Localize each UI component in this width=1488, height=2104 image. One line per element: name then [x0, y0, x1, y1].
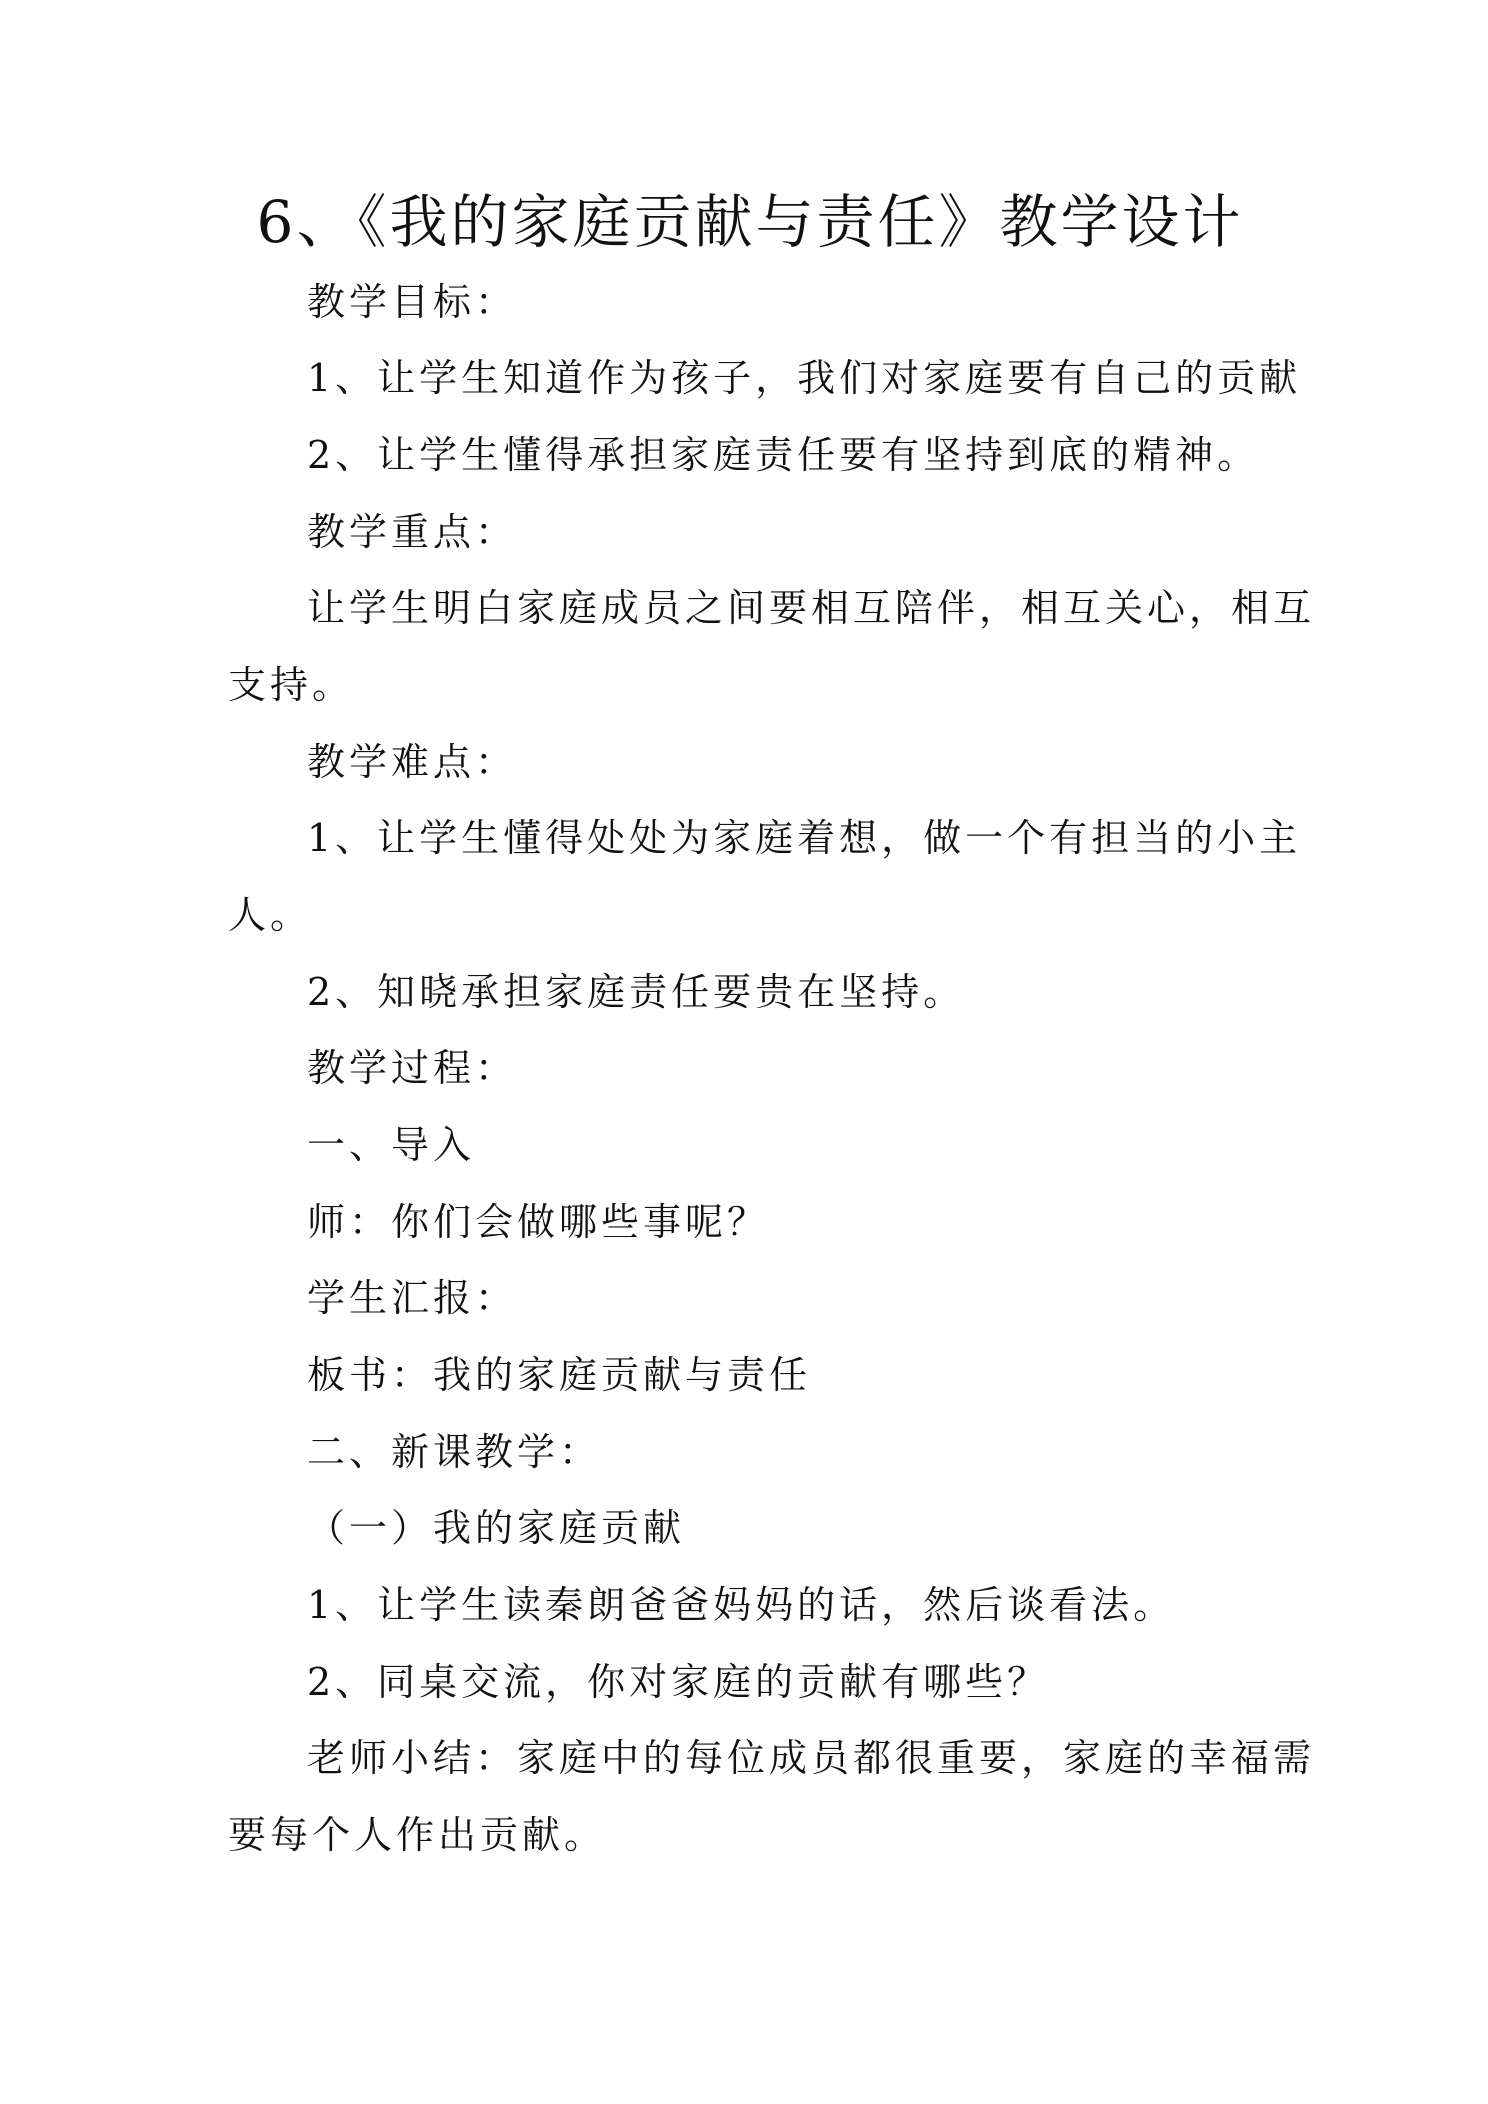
section-heading-process: 教学过程： [307, 1046, 518, 1090]
difficulty-item-1-continued: 人。 [228, 893, 313, 937]
objective-item-2: 2、让学生懂得承担家庭责任要有坚持到底的精神。 [307, 433, 1260, 477]
student-report: 学生汇报： [307, 1276, 518, 1320]
section-heading-objectives: 教学目标： [307, 280, 518, 324]
process-step-introduction: 一、导入 [307, 1123, 476, 1167]
activity-item-1: 1、让学生读秦朗爸爸妈妈的话，然后谈看法。 [307, 1583, 1176, 1627]
difficulty-item-1: 1、让学生懂得处处为家庭着想，做一个有担当的小主 [307, 816, 1302, 860]
document-title: 6、《我的家庭贡献与责任》教学设计 [256, 188, 1244, 256]
subsection-family-contribution: （一）我的家庭贡献 [307, 1506, 686, 1550]
objective-item-1: 1、让学生知道作为孩子，我们对家庭要有自己的贡献 [307, 356, 1302, 400]
key-point-text: 让学生明白家庭成员之间要相互陪伴，相互关心，相互 [307, 586, 1316, 630]
key-point-text-continued: 支持。 [228, 663, 355, 707]
teacher-summary: 老师小结：家庭中的每位成员都很重要，家庭的幸福需 [307, 1736, 1316, 1780]
process-step-new-lesson: 二、新课教学： [307, 1430, 602, 1474]
activity-item-2: 2、同桌交流，你对家庭的贡献有哪些？ [307, 1660, 1050, 1704]
blackboard-writing: 板书：我的家庭贡献与责任 [307, 1353, 812, 1397]
difficulty-item-2: 2、知晓承担家庭责任要贵在坚持。 [307, 970, 966, 1014]
teacher-summary-continued: 要每个人作出贡献。 [228, 1813, 607, 1857]
section-heading-key-points: 教学重点： [307, 510, 518, 554]
teacher-question: 师：你们会做哪些事呢？ [307, 1200, 770, 1244]
section-heading-difficulties: 教学难点： [307, 740, 518, 784]
